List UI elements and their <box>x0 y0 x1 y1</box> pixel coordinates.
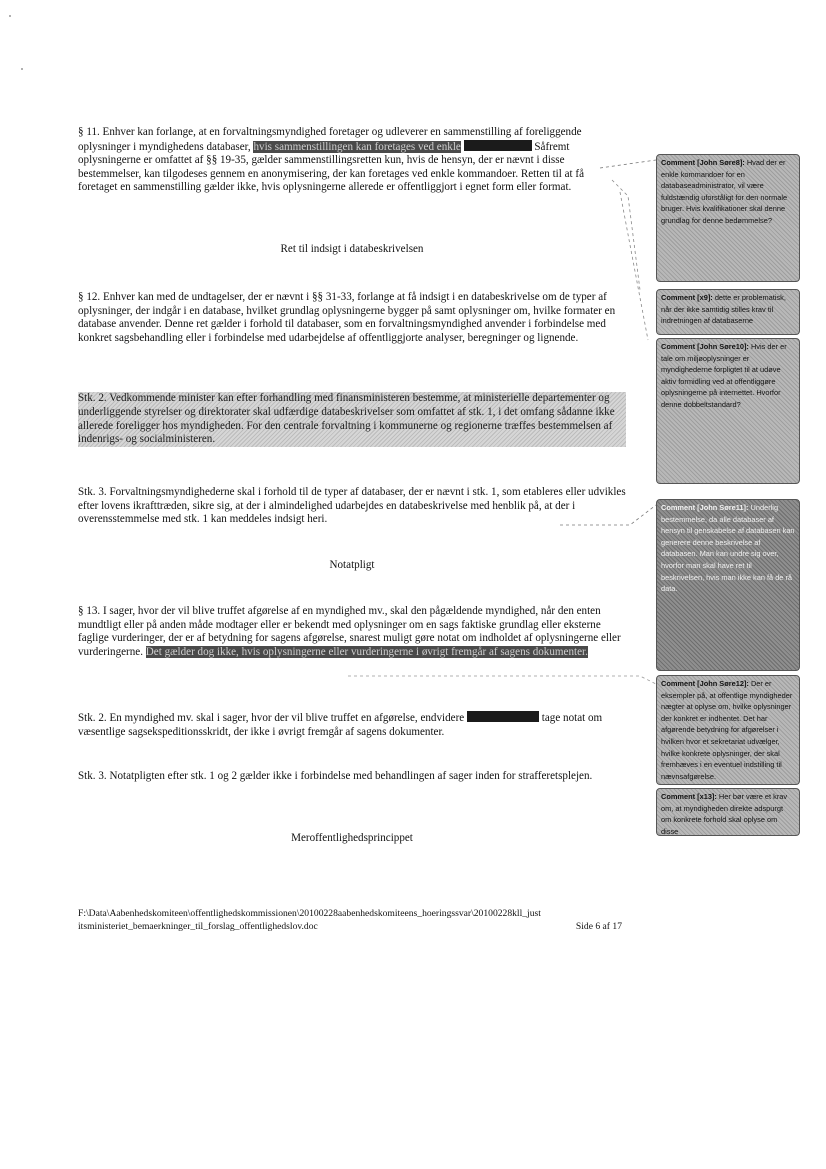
section-12-stk3: Stk. 3. Forvaltningsmyndighederne skal i forhold til de typer af databaser, der er nævnt i stk. 1, som etableres eller udvikles efter lovens ikrafttræden, sikre sig, at der i almindelighed udarbejdes en databeskrivelse med henblik på, at der i overensstemmelse med stk. 1 kan meddeles indsigt heri. <box>78 486 626 526</box>
comment-balloon[interactable] <box>656 499 800 671</box>
comment-author: Comment [x9]: <box>661 293 713 302</box>
heading-meroffentlighed: Meroffentlighedsprincippet <box>291 832 413 844</box>
comment-text: dette er problematisk, når der ikke samtidig stilles krav til indretningen af databaserne <box>661 293 786 326</box>
comment-author: Comment [John Søre12]: <box>661 679 749 688</box>
section-12-stk2: Stk. 2. Vedkommende minister kan efter forhandling med finansministeren bestemme, at ministerielle departementer og underliggende styrelser og direktorater skal udfærdige databeskrivelser som omfattet af stk. 1, i det omfang sådanne ikke allerede foreligger hos myndigheden. For den centrale forvaltning i kommunerne og regionerne træffes bestemmelsen af indenrigs- og socialministeren. <box>78 392 626 447</box>
heading-databeskrivelse: Ret til indsigt i databeskrivelsen <box>280 243 424 255</box>
comment-balloon[interactable] <box>656 289 800 335</box>
comment-text: Hvad der er enkle kommandoer for en databaseadministrator, vil være fuldstændig uforståligt for den normale bruger. Hvis kvalifikationer skal denne grundlag for denne bedømmelse? <box>661 158 788 225</box>
page-number: Side 6 af 17 <box>575 920 622 932</box>
section-13-stk3: Stk. 3. Notatpligten efter stk. 1 og 2 gælder ikke i forbindelse med behandlingen af sager inden for strafferetsplejen. <box>78 770 593 782</box>
section-13-text: § 13. I sager, hvor der vil blive truffet afgørelse af en myndighed mv., skal den pågældende myndighed, når den enten mundtligt eller på anden måde modtager eller er bekendt med oplysninger om en sags faktiske grundlag eller eksterne faglige vurderinger, der er af betydning for sagens afgørelse, snarest muligt gøre notat om indholdet af oplysningerne eller vurderingerne. <box>78 605 621 658</box>
page-footer <box>78 908 626 933</box>
section-12: § 12. Enhver kan med de undtagelser, der er nævnt i §§ 31-33, forlange at få indsigt i en databeskrivelse om de typer af oplysninger, der indgår i en database, hvilket grundlag oplysningerne bygger på samt oplysninger om, hvilke formater en database anvender. Denne ret gælder i forhold til databaser, som en forvaltningsmyndighed anvender i forbindelse med konkret sagsbehandling eller i forbindelse med udarbejdelse af offentliggjorte analyser, beregninger og lignende. <box>78 291 616 344</box>
comment-text: Her bør være et krav om, at myndigheden direkte adspurgt om konkrete forhold skal oplyse om disse <box>661 792 788 836</box>
comment-author: Comment [John Søre10]: <box>661 342 749 351</box>
comment-balloon[interactable] <box>656 154 800 282</box>
comment-balloon[interactable] <box>656 675 800 785</box>
section-13-stk2-suffix: tage notat om væsentlige sagsekspeditionsskridt, der ikke i øvrigt fremgår af sagens dokumenter. <box>78 712 603 738</box>
comment-author: Comment [x13]: <box>661 792 717 801</box>
footer-file-path: F:\Data\Aabenhedskomiteen\offentlighedskommissionen\20100228aabenhedskomiteens_hoeringssvar\20100228kll_just itsministeriet_bemaerkninger_til_forslag_offentlighedslov.doc <box>78 908 541 932</box>
comment-text: Hvis der er tale om miljøoplysninger er myndighederne forpligtet til at udøve aktiv formidling ved at offentliggøre oplysningerne på internettet. Hvorfor denne dobbeltstandard? <box>661 342 787 409</box>
section-11-text: § 11. Enhver kan forlange, at en forvaltningsmyndighed foretager og udleverer en sammenstilling af foreliggende oplysninger i myndighedens databaser, <box>78 126 582 153</box>
section-11-highlight: hvis sammenstillingen kan foretages ved enkle <box>253 140 461 153</box>
section-13-highlight: Det gælder dog ikke, hvis oplysningerne eller vurderingerne i øvrigt fremgår af sagens dokumenter. <box>145 645 588 658</box>
comment-text: Der er eksempler på, at offentlige myndigheder nægter at oplyse om, hvilke oplysninger der konkret er indhentet. Det har afgørende betydning for afgørelser i hvilken hvor et sekretariat udvælger, hvilke konkrete oplysninger, der skal fremhæves i en eventuel indstilling til nævnsafgørelse. <box>661 679 793 781</box>
comment-balloon[interactable] <box>656 338 800 484</box>
comment-author: Comment [John Søre8]: <box>661 158 745 167</box>
section-11-text-rest: Såfremt oplysningerne er omfattet af §§ 19-35, gælder sammenstillingsretten kun, hvis de hensyn, der er nævnt i disse bestemmelser, kan tilgodeses gennem en anonymisering, der kan foretages ved enkle kommandoer. Retten til at få foretaget en sammenstilling gælder ikke, hvis oplysningerne allerede er offentliggjort i egnet form eller format. <box>78 140 585 194</box>
comment-balloon[interactable] <box>656 788 800 836</box>
comment-text: Underlig bestemmelse, da alle databaser af hensyn til genskabelse af databasen kan generere denne beskrivelse af databasen. Man kan undre sig over, hvorfor man skal have ret til beskrivelsen, hvis man ikke kan få de rå data. <box>661 503 795 594</box>
heading-notatpligt: Notatpligt <box>329 559 375 571</box>
comment-author: Comment [John Søre11]: <box>661 503 749 512</box>
section-13-stk2-prefix: Stk. 2. En myndighed mv. skal i sager, hvor der vil blive truffet en afgørelse, endvidere <box>78 712 465 724</box>
